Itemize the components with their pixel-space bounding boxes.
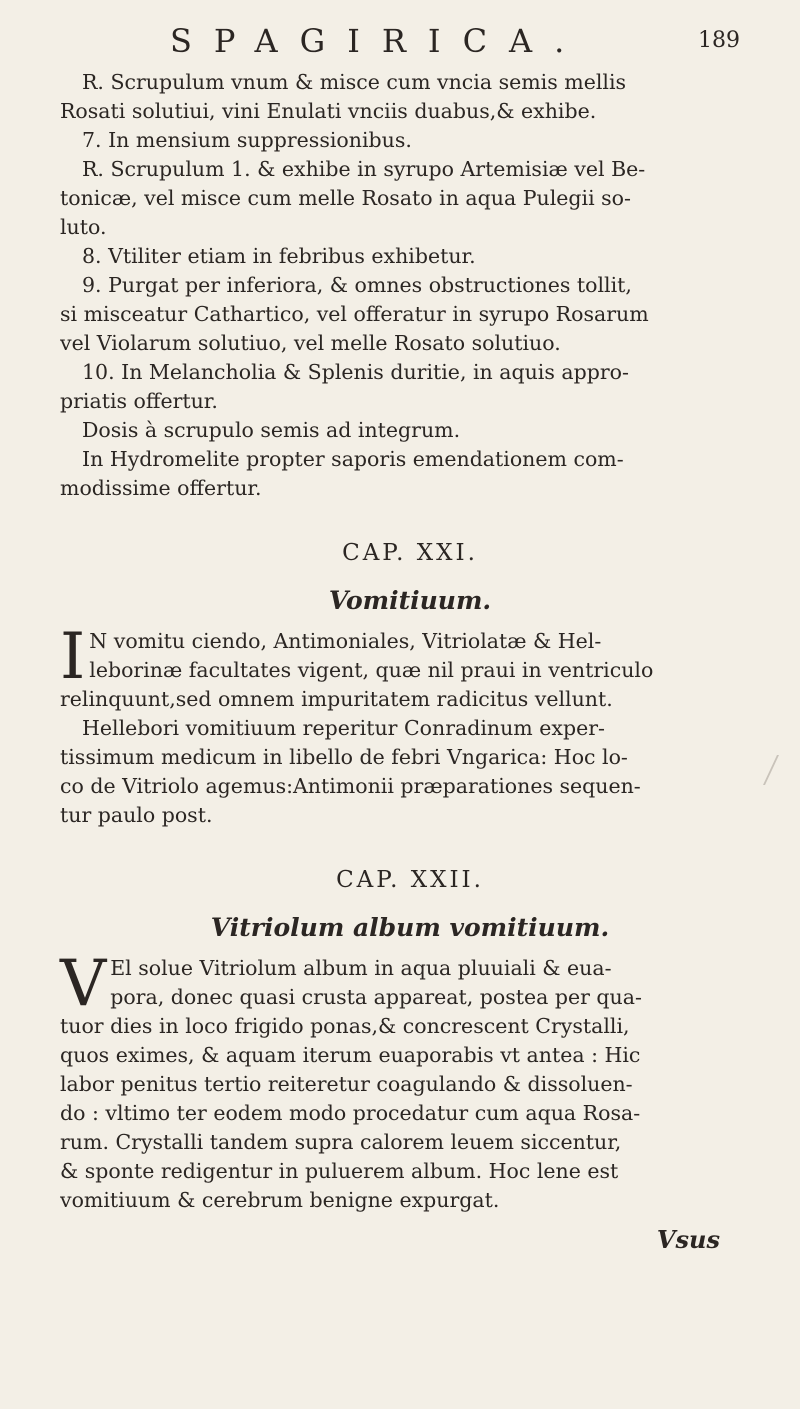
text-line: R. Scrupulum vnum & misce cum vncia semis mellis	[82, 70, 627, 94]
text-line: Dosis à scrupulo semis ad integrum.	[82, 418, 461, 442]
text-line: relinquunt,sed omnem impuritatem radicitus vellunt.	[60, 687, 613, 711]
margin-pencil-mark	[763, 755, 797, 785]
text-line: labor penitus tertio reiteretur coagulando & dissoluen-	[60, 1072, 633, 1096]
text-line: vel Violarum solutiuo, vel melle Rosato solutiuo.	[60, 331, 561, 355]
drop-cap: I	[60, 620, 86, 694]
page-number: 189	[698, 28, 740, 53]
text-line: Hellebori vomitiuum reperitur Conradinum exper-	[82, 716, 605, 740]
text-line: modissime offertur.	[60, 476, 262, 500]
text-line: rum. Crystalli tandem supra calorem leuem siccentur,	[60, 1130, 622, 1154]
text-line: luto.	[60, 215, 107, 239]
text-line: 8. Vtiliter etiam in febribus exhibetur.	[82, 244, 476, 268]
chapter-subtitle: Vomitiuum.	[328, 586, 492, 615]
text-line: 7. In mensium suppressionibus.	[82, 128, 412, 152]
chapter-paragraph	[60, 620, 760, 830]
running-head	[60, 22, 760, 62]
text-line: tuor dies in loco frigido ponas,& concrescent Crystalli,	[60, 1014, 630, 1038]
text-line: tissimum medicum in libello de febri Vngarica: Hoc lo-	[60, 745, 628, 769]
text-line: tonicæ, vel misce cum melle Rosato in aqua Pulegii so-	[60, 186, 631, 210]
chapter-heading: CAP. XXII.	[336, 867, 484, 893]
chapter-paragraph	[60, 947, 760, 1215]
text-line: 9. Purgat per inferiora, & omnes obstructiones tollit,	[82, 273, 632, 297]
text-line: priatis offertur.	[60, 389, 218, 413]
text-line: & sponte redigentur in puluerem album. Hoc lene est	[60, 1159, 619, 1183]
text-line: leborinæ facultates vigent, quæ nil praui in ventriculo	[89, 658, 654, 682]
text-line: si misceatur Cathartico, vel offeratur in syrupo Rosarum	[60, 302, 649, 326]
drop-cap: V	[60, 947, 107, 1021]
chapter-subtitle: Vitriolum album vomitiuum.	[210, 913, 610, 942]
text-line: tur paulo post.	[60, 803, 213, 827]
text-line: Rosati solutiui, vini Enulati vnciis duabus,& exhibe.	[60, 99, 597, 123]
text-line: 10. In Melancholia & Splenis duritie, in aquis appro-	[82, 360, 629, 384]
text-line: do : vltimo ter eodem modo procedatur cum aqua Rosa-	[60, 1101, 641, 1125]
text-line: pora, donec quasi crusta appareat, postea per qua-	[110, 985, 642, 1009]
catchword: Vsus	[656, 1225, 720, 1254]
chapter-heading: CAP. XXI.	[342, 540, 478, 566]
text-line: vomitiuum & cerebrum benigne expurgat.	[60, 1188, 500, 1212]
text-line: El solue Vitriolum album in aqua pluuiali & eua-	[110, 956, 612, 980]
text-line: In Hydromelite propter saporis emendationem com-	[82, 447, 624, 471]
section-top	[60, 68, 760, 503]
text-line: co de Vitriolo agemus:Antimonii præparationes sequen-	[60, 774, 641, 798]
text-line: quos eximes, & aquam iterum euaporabis vt antea : Hic	[60, 1043, 641, 1067]
text-line: N vomitu ciendo, Antimoniales, Vitriolatæ & Hel-	[89, 629, 602, 653]
running-title: SPAGIRICA.	[170, 22, 587, 60]
text-line: R. Scrupulum 1. & exhibe in syrupo Artemisiæ vel Be-	[82, 157, 646, 181]
